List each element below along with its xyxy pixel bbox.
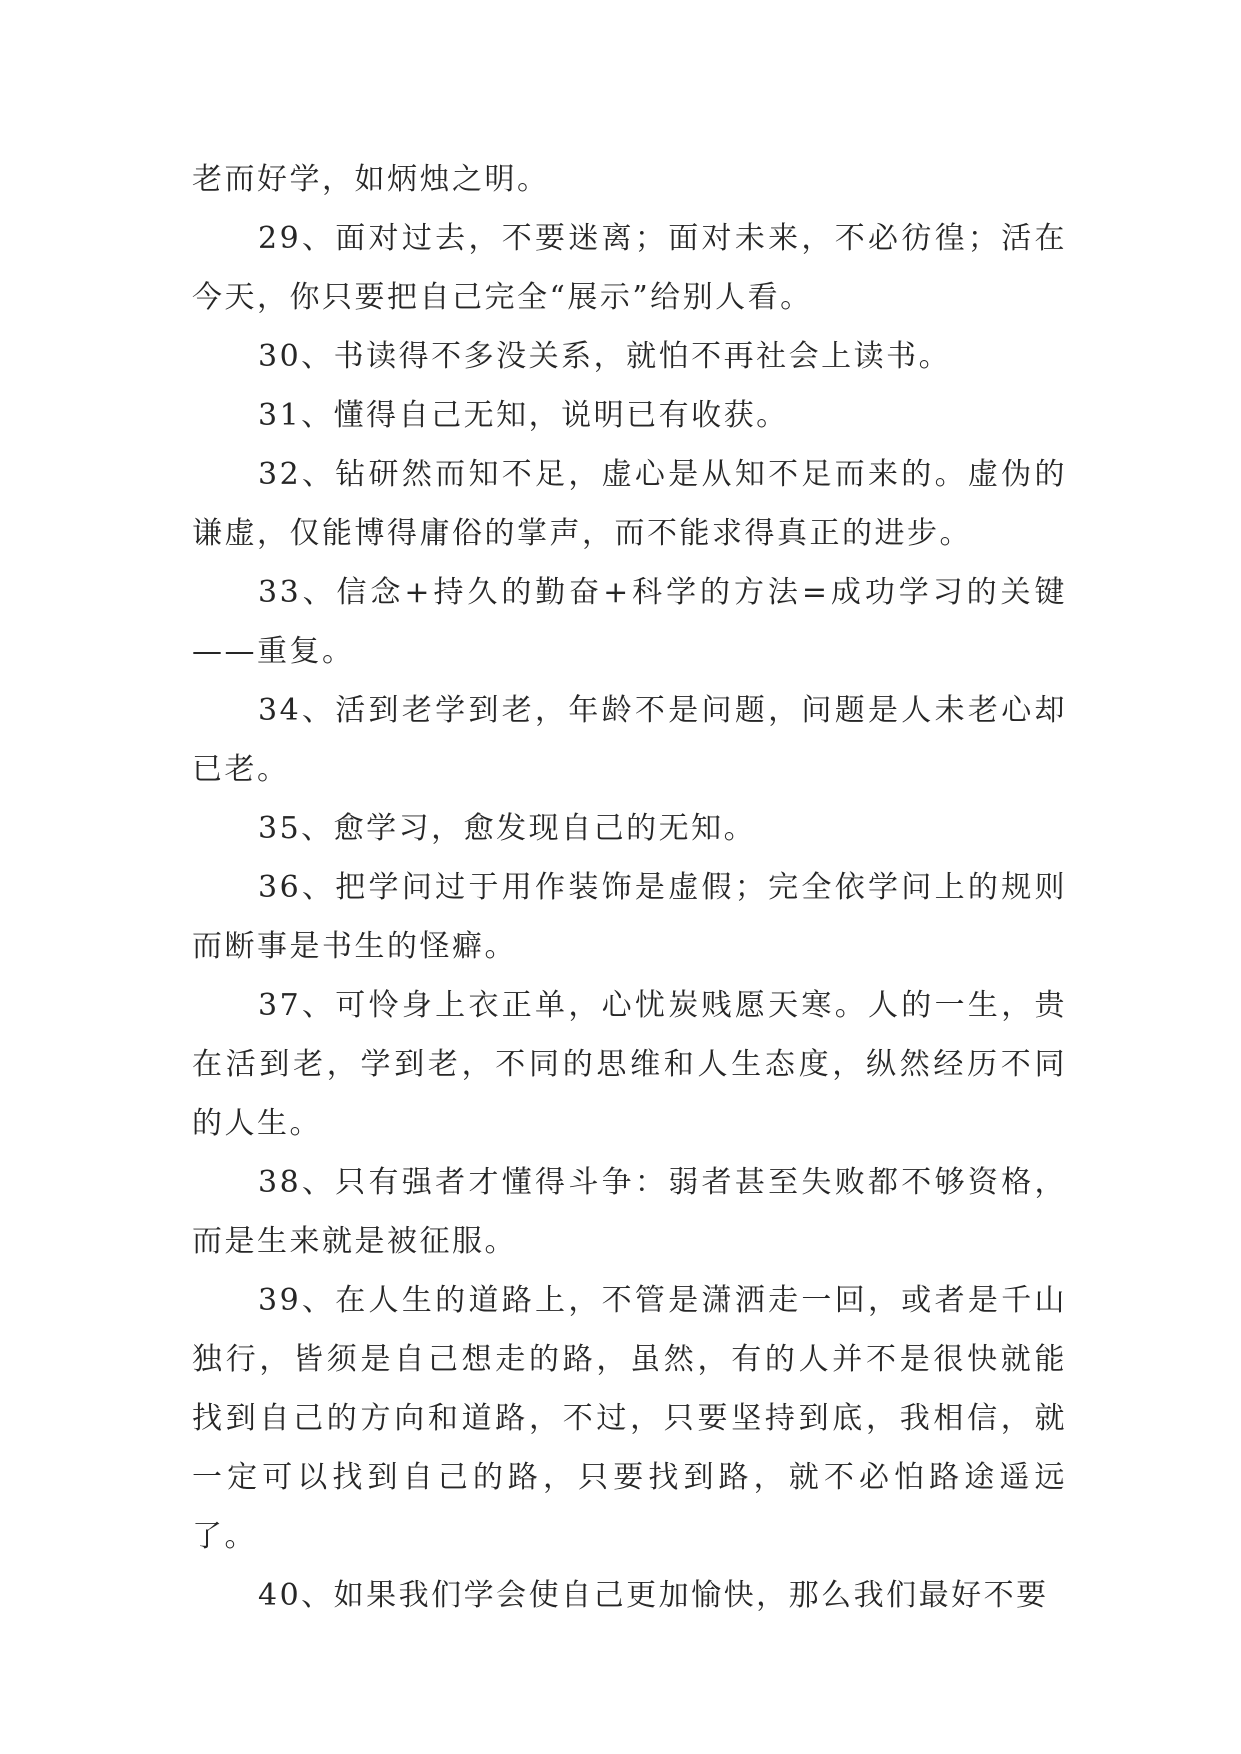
paragraph-31: 31、懂得自己无知，说明已有收获。 [258,398,789,433]
paragraph-28-continuation: 老而好学，如炳烛之明。 [192,162,550,197]
paragraph-32: 32、钻研然而知不足，虚心是从知不足而来的。虚伪的谦虚，仅能博得庸俗的掌声，而不能求得真正的进步。 [192,457,1067,551]
paragraph-34: 34、活到老学到老，年龄不是问题，问题是人未老心却已老。 [192,693,1067,787]
document-body [192,150,1067,1625]
paragraph-29: 29、面对过去，不要迷离；面对未来，不必彷徨；活在今天，你只要把自己完全“展示”给别人看。 [192,221,1067,315]
paragraph-38: 38、只有强者才懂得斗争：弱者甚至失败都不够资格，而是生来就是被征服。 [192,1165,1067,1259]
paragraph-39: 39、在人生的道路上，不管是潇洒走一回，或者是千山独行，皆须是自己想走的路，虽然，有的人并不是很快就能找到自己的方向和道路，不过，只要坚持到底，我相信，就一定可以找到自己的路，只要找到路，就不必怕路途遥远了。 [192,1283,1067,1554]
paragraph-33: 33、信念+持久的勤奋+科学的方法=成功学习的关键——重复。 [192,575,1067,669]
paragraph-36: 36、把学问过于用作装饰是虚假；完全依学问上的规则而断事是书生的怪癖。 [192,870,1067,964]
paragraph-40: 40、如果我们学会使自己更加愉快，那么我们最好不要 [258,1578,1049,1613]
paragraph-37: 37、可怜身上衣正单，心忧炭贱愿天寒。人的一生，贵在活到老，学到老，不同的思维和人生态度，纵然经历不同的人生。 [192,988,1067,1141]
paragraph-30: 30、书读得不多没关系，就怕不再社会上读书。 [258,339,952,374]
paragraph-35: 35、愈学习，愈发现自己的无知。 [258,811,757,846]
